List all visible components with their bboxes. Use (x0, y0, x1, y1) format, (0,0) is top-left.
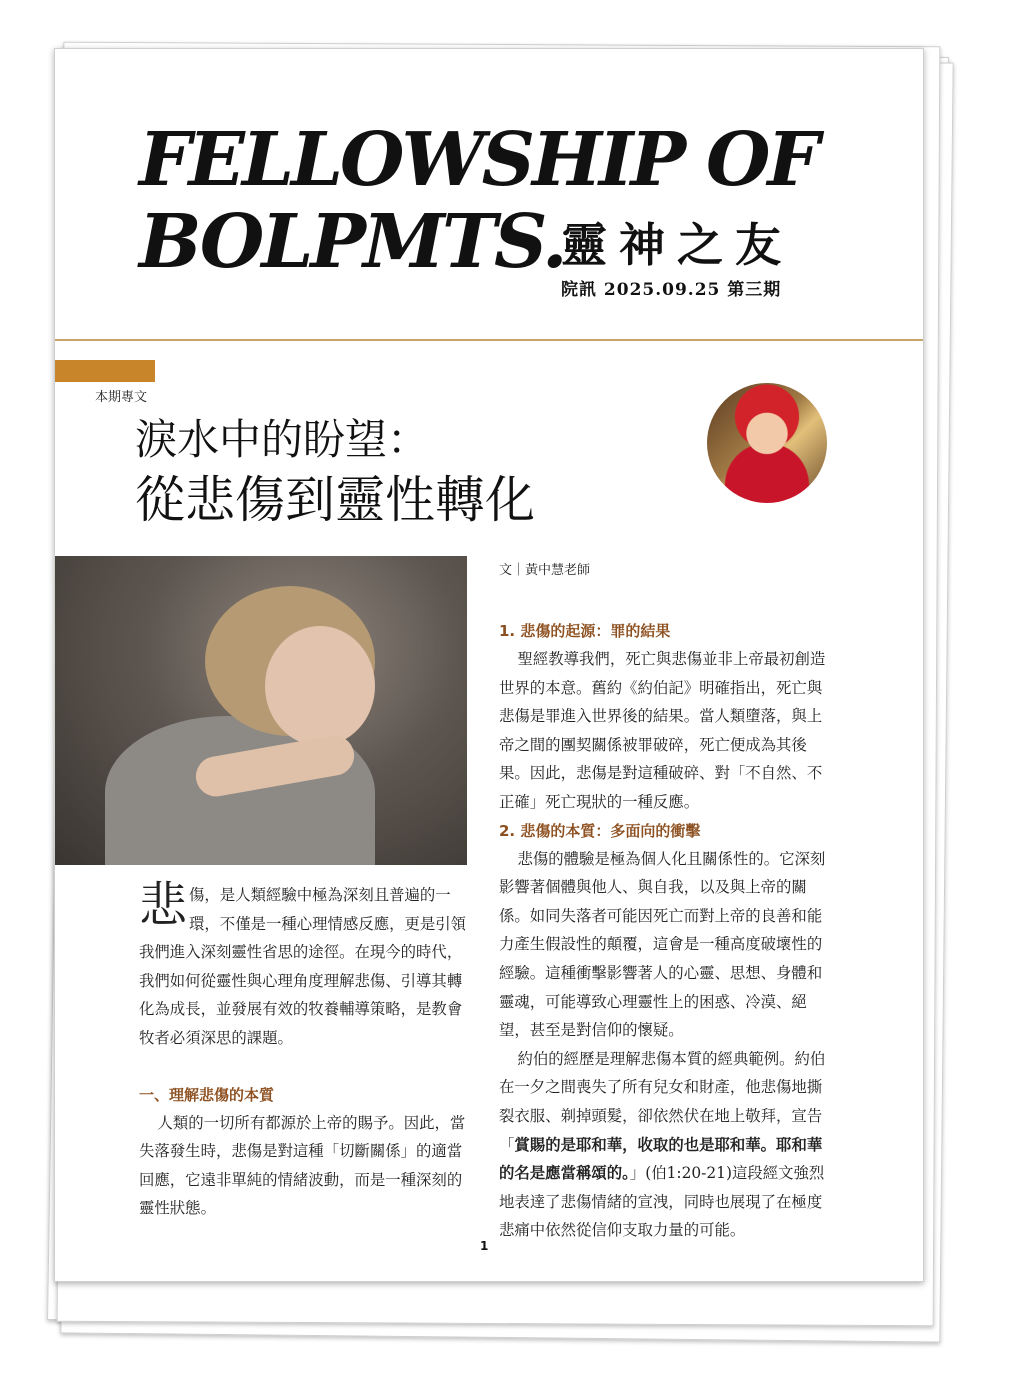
kicker-label: 本期專文 (95, 390, 148, 405)
masthead-line-2: BOLPMTS. (139, 199, 565, 285)
section-1-paragraph: 人類的一切所有都源於上帝的賜予。因此，當失落發生時，悲傷是對這種「切斷關係」的適當回應，它遠非單純的情緒波動，而是一種深刻的靈性狀態。 (139, 1113, 466, 1218)
section-heading-1: 一、理解悲傷的本質 (139, 1085, 275, 1104)
intro-paragraph: 悲傷，是人類經驗中極為深刻且普遍的一環，不僅是一種心理情感反應，更是引領我們進入深刻靈性省思的途徑。在現今的時代，我們如何從靈性與心理角度理解悲傷、引導其轉化為成長，並發展有效的牧養輔導策略，是教會牧者必須深思的課題。 (139, 877, 467, 1047)
subsection-2-paragraph: 悲傷的體驗是極為個人化且關係性的。它深刻影響著個體與他人、與自我，以及與上帝的關係。如同失落者可能因死亡而對上帝的良善和能力產生假設性的顛覆，這會是一種高度破壞性的經驗。這種衝擊影響著人的心靈、思想、身體和靈魂，可能導致心理靈性上的困惑、冷漠、絕望，甚至是對信仰的懷疑。 (499, 849, 826, 1040)
right-column (499, 617, 829, 1245)
subsection-1-paragraph: 聖經教導我們，死亡與悲傷並非上帝最初創造世界的本意。舊約《約伯記》明確指出，死亡與悲傷是罪進入世界後的結果。當人類墮落，與上帝之間的團契關係被罪破碎，死亡便成為其後果。因此，悲傷是對這種破碎、對「不自然、不正確」死亡現狀的一種反應。 (499, 650, 826, 811)
masthead-line-1: FELLOWSHIP OF (139, 117, 817, 203)
subheading-2: 2. 悲傷的本質：多面向的衝擊 (499, 821, 701, 840)
article-title-line-1: 淚水中的盼望： (135, 415, 430, 464)
job-paragraph: 約伯的經歷是理解悲傷本質的經典範例。約伯在一夕之間喪失了所有兒女和財產，他悲傷地撕裂衣服、剃掉頭髮，卻依然伏在地上敬拜，宣告「賞賜的是耶和華，收取的也是耶和華。耶和華的名是應當稱頌的。」(伯1:20-21)這段經文強烈地表達了悲傷情緒的宣洩，同時也展現了在極度悲痛中依然從信仰支取力量的可能。 (499, 1049, 826, 1240)
masthead-chinese-title: 靈神之友 (561, 218, 793, 272)
issue-info: 院訊 2025.09.25 第三期 (561, 280, 782, 300)
page-number: 1 (480, 1239, 489, 1253)
article-title-line-2: 從悲傷到靈性轉化 (135, 471, 535, 529)
drop-cap: 悲 (139, 877, 188, 933)
section-tab-marker (55, 360, 155, 382)
scripture-quote: 賞賜的是耶和華，收取的也是耶和華。耶和華的名是應當稱頌的。 (499, 1135, 823, 1183)
hero-photo-hug (55, 556, 467, 865)
article-title (135, 413, 535, 533)
newsletter-page (54, 48, 924, 1282)
header-divider (55, 339, 923, 341)
author-portrait (707, 383, 827, 503)
byline: 文｜黃中慧老師 (499, 563, 591, 578)
subheading-1: 1. 悲傷的起源：罪的結果 (499, 622, 671, 640)
left-column (139, 877, 469, 1223)
